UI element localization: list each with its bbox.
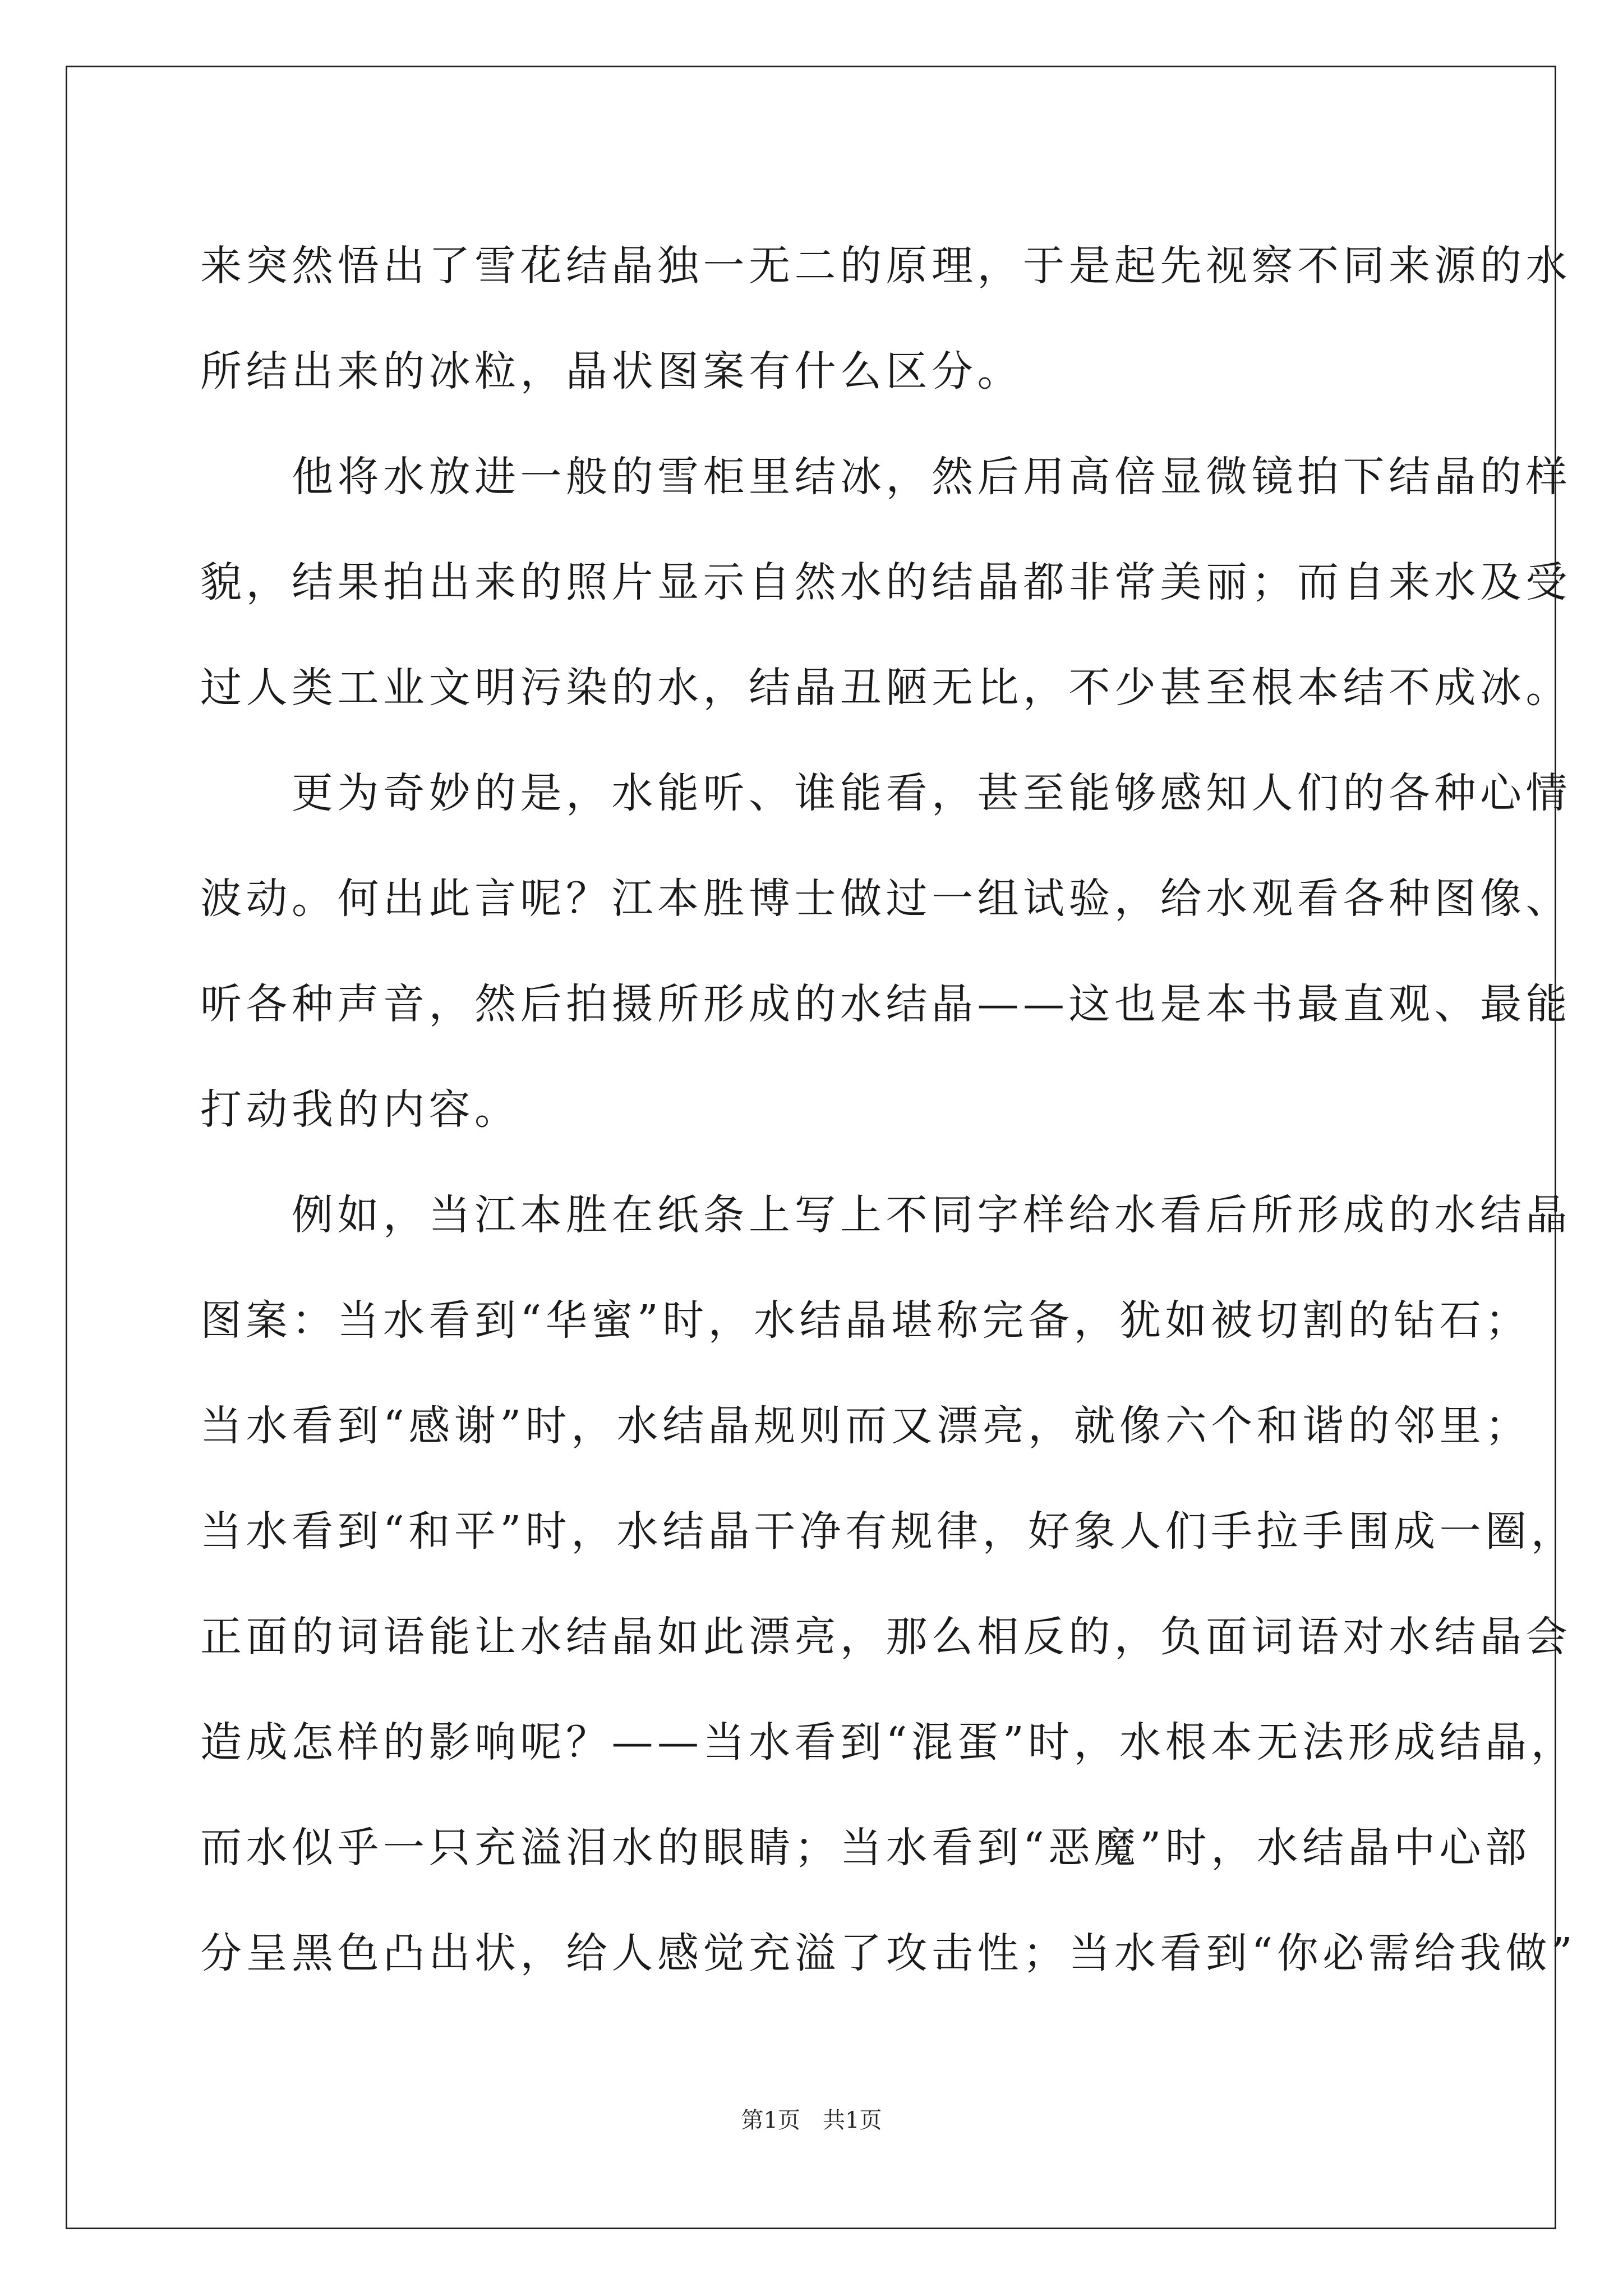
text-line: 造成怎样的影响呢？——当水看到“混蛋”时，水根本无法形成结晶，: [200, 1718, 1577, 1766]
text-line: 而水似乎一只充溢泪水的眼睛；当水看到“恶魔”时，水结晶中心部: [200, 1824, 1531, 1872]
text-line: 更为奇妙的是，水能听、谁能看，甚至能够感知人们的各种心情: [200, 769, 1571, 817]
text-line: 来突然悟出了雪花结晶独一无二的原理，于是起先视察不同来源的水: [200, 242, 1571, 290]
document-body: [200, 213, 1577, 2006]
text-line: 当水看到“感谢”时，水结晶规则而又漂亮，就像六个和谐的邻里；: [200, 1402, 1531, 1450]
text-line: 听各种声音，然后拍摄所形成的水结晶——这也是本书最直观、最能: [200, 980, 1571, 1028]
text-line: 所结出来的冰粒，晶状图案有什么区分。: [200, 347, 1023, 395]
text-line: 他将水放进一般的雪柜里结冰，然后用高倍显微镜拍下结晶的样: [200, 453, 1571, 501]
text-line: 打动我的内容。: [200, 1085, 520, 1134]
text-line: 过人类工业文明污染的水，结晶丑陋无比，不少甚至根本结不成冰。: [200, 664, 1571, 712]
text-line: 波动。何出此言呢？江本胜博士做过一组试验，给水观看各种图像、: [200, 875, 1571, 923]
text-line: 貌，结果拍出来的照片显示自然水的结晶都非常美丽；而自来水及受: [200, 558, 1571, 606]
text-line: 当水看到“和平”时，水结晶干净有规律，好象人们手拉手围成一圈，: [200, 1507, 1577, 1556]
text-line: 分呈黑色凸出状，给人感觉充溢了攻击性；当水看到“你必需给我做”: [200, 1929, 1577, 1977]
text-line: 正面的词语能让水结晶如此漂亮，那么相反的，负面词语对水结晶会: [200, 1613, 1571, 1661]
text-line: 图案：当水看到“华蜜”时，水结晶堪称完备，犹如被切割的钻石；: [200, 1296, 1531, 1345]
text-line: 例如，当江本胜在纸条上写上不同字样给水看后所形成的水结晶: [200, 1191, 1571, 1239]
page-number-footer: 第1页 共1页: [741, 2108, 882, 2133]
